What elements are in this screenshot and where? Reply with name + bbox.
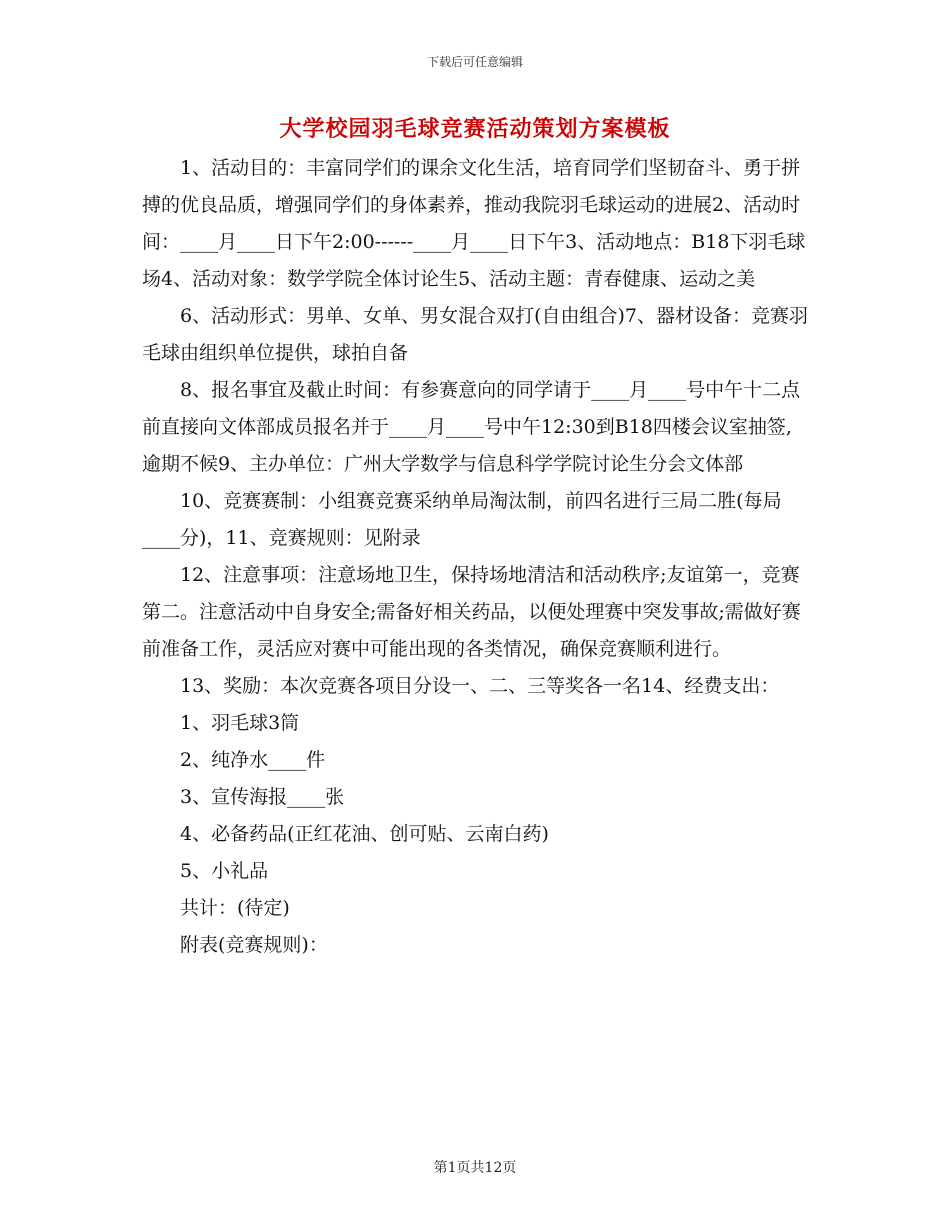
document-body xyxy=(142,150,808,964)
paragraph-competition-system: 10、竞赛赛制：小组赛竞赛采纳单局淘汰制，前四名进行三局二胜(每局____分)，11、竞赛规则：见附录 xyxy=(142,490,782,549)
paragraph-format-equipment: 6、活动形式：男单、女单、男女混合双打(自由组合)7、器材设备：竞赛羽毛球由组织单位提供，球拍自备 xyxy=(142,305,809,364)
paragraph-registration-organizer: 8、报名事宜及截止时间：有参赛意向的同学请于____月____号中午十二点前直接向文体部成员报名并于____月____号中午12:30到B18四楼会议室抽签,逾期不候9、主办单位：广州大学数学与信息科学学院讨论生分会文体部 xyxy=(142,379,801,475)
paragraph-awards-expenses: 13、奖励：本次竞赛各项目分设一、二、三等奖各一名14、经费支出： xyxy=(180,675,780,697)
expense-item-water: 2、纯净水____件 xyxy=(180,749,326,771)
paragraph-notes: 12、注意事项：注意场地卫生，保持场地清洁和活动秩序;友谊第一，竞赛第二。注意活动中自身安全;需备好相关药品，以便处理赛中突发事故;需做好赛前准备工作，灵活应对赛中可能出现的各类情况，确保竞赛顺利进行。 xyxy=(142,564,801,660)
appendix-label: 附表(竞赛规则)： xyxy=(180,934,328,956)
paragraph-purpose-time-place: 1、活动目的：丰富同学们的课余文化生活，培育同学们坚韧奋斗、勇于拼搏的优良品质，增强同学们的身体素养，推动我院羽毛球运动的进展2、活动时间：____月____日下午2:00------____月____日下午3、活动地点：B18下羽毛球场4、活动对象：数学学院全体讨论生5、活动主题：青春健康、运动之美 xyxy=(142,157,806,290)
document-title: 大学校园羽毛球竞赛活动策划方案模板 xyxy=(279,116,671,142)
header-note: 下载后可任意编辑 xyxy=(426,55,523,69)
expense-item-shuttlecock: 1、羽毛球3筒 xyxy=(180,712,300,734)
expense-total: 共计：(待定) xyxy=(180,897,290,919)
expense-item-medicine: 4、必备药品(正红花油、创可贴、云南白药) xyxy=(180,823,549,845)
expense-item-gifts: 5、小礼品 xyxy=(180,860,269,882)
page-number: 第1页共12页 xyxy=(433,1160,517,1176)
expense-item-poster: 3、宣传海报____张 xyxy=(180,786,345,808)
